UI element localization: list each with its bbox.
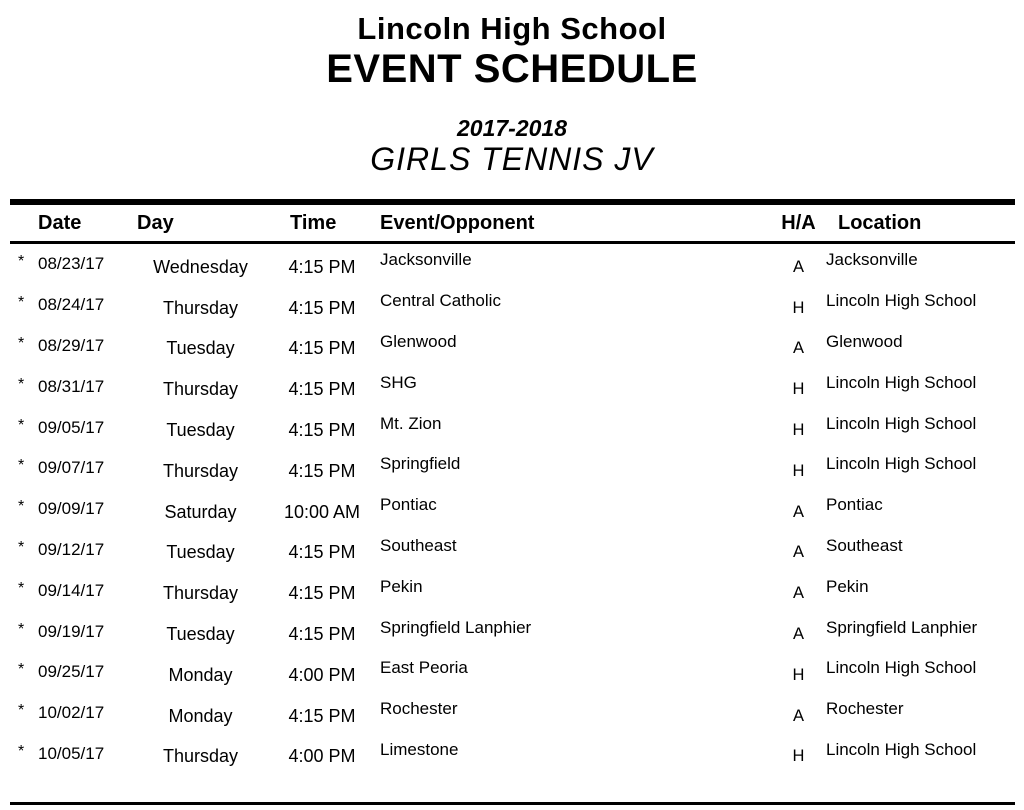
day-cell: Tuesday xyxy=(166,624,235,645)
day-cell: Monday xyxy=(168,705,233,726)
home-away-cell: H xyxy=(792,298,805,317)
day-cell: Tuesday xyxy=(166,338,235,359)
event-cell: Springfield xyxy=(380,454,461,474)
date-cell: 08/24/17 xyxy=(38,295,105,315)
column-header-location: Location xyxy=(838,211,922,234)
day-cell: Thursday xyxy=(162,746,239,767)
location-cell: Springfield Lanphier xyxy=(826,617,978,637)
event-cell: Pekin xyxy=(380,576,423,596)
time-cell: 4:00 PM xyxy=(288,746,356,767)
date-cell: 10/05/17 xyxy=(38,743,105,763)
home-away-cell: H xyxy=(792,421,805,440)
schedule-row xyxy=(10,611,1015,652)
time-cell: 4:15 PM xyxy=(288,624,356,645)
date-cell: 10/02/17 xyxy=(38,703,105,723)
time-cell: 4:15 PM xyxy=(288,379,356,400)
event-cell: East Peoria xyxy=(380,658,468,678)
home-away-cell: A xyxy=(792,625,804,644)
schedule-row xyxy=(10,570,1015,611)
location-cell: Lincoln High School xyxy=(826,372,977,392)
asterisk-marker: * xyxy=(18,702,25,720)
home-away-cell: A xyxy=(792,706,804,725)
location-cell: Southeast xyxy=(826,535,903,555)
title-block xyxy=(0,10,1024,176)
home-away-cell: A xyxy=(792,584,804,603)
time-cell: 4:15 PM xyxy=(288,583,356,604)
asterisk-marker: * xyxy=(18,742,25,760)
time-cell: 4:15 PM xyxy=(288,256,356,277)
team-label: GIRLS TENNIS JV xyxy=(370,141,654,177)
table-header-row xyxy=(10,205,1015,241)
location-cell: Pontiac xyxy=(826,495,883,515)
event-cell: Springfield Lanphier xyxy=(380,617,532,637)
home-away-cell: A xyxy=(792,502,804,521)
column-header-day: Day xyxy=(137,211,174,234)
date-cell: 09/09/17 xyxy=(38,499,105,519)
column-header-date: Date xyxy=(38,211,82,234)
location-cell: Lincoln High School xyxy=(826,454,977,474)
event-cell: Limestone xyxy=(380,739,459,759)
home-away-cell: A xyxy=(792,339,804,358)
column-header-ha: H/A xyxy=(781,211,816,234)
asterisk-marker: * xyxy=(18,661,25,679)
schedule-row xyxy=(10,326,1015,367)
date-cell: 09/12/17 xyxy=(38,539,105,559)
day-cell: Saturday xyxy=(164,501,237,522)
schedule-row xyxy=(10,530,1015,571)
time-cell: 4:15 PM xyxy=(288,705,356,726)
schedule-row xyxy=(10,734,1015,775)
time-cell: 10:00 AM xyxy=(283,501,361,522)
location-cell: Rochester xyxy=(826,699,904,719)
schedule-row xyxy=(10,489,1015,530)
date-cell: 08/31/17 xyxy=(38,376,105,396)
location-cell: Lincoln High School xyxy=(826,413,977,433)
event-cell: SHG xyxy=(380,372,417,392)
home-away-cell: H xyxy=(792,665,805,684)
schedule-row xyxy=(10,693,1015,734)
asterisk-marker: * xyxy=(18,579,25,597)
location-cell: Lincoln High School xyxy=(826,658,977,678)
asterisk-marker: * xyxy=(18,498,25,516)
time-cell: 4:00 PM xyxy=(288,664,356,685)
schedule-rows xyxy=(10,244,1015,774)
location-cell: Glenwood xyxy=(826,331,903,351)
asterisk-marker: * xyxy=(18,457,25,475)
table-bottom-rule xyxy=(10,802,1015,805)
day-cell: Tuesday xyxy=(166,420,235,441)
event-cell: Rochester xyxy=(380,699,458,719)
location-cell: Lincoln High School xyxy=(826,291,977,311)
schedule-row xyxy=(10,448,1015,489)
time-cell: 4:15 PM xyxy=(288,460,356,481)
asterisk-marker: * xyxy=(18,294,25,312)
date-cell: 08/29/17 xyxy=(38,335,105,355)
asterisk-marker: * xyxy=(18,416,25,434)
asterisk-marker: * xyxy=(18,375,25,393)
event-cell: Mt. Zion xyxy=(380,413,442,433)
season-label: 2017-2018 xyxy=(457,115,567,141)
schedule-row xyxy=(10,285,1015,326)
document-title: EVENT SCHEDULE xyxy=(326,47,698,91)
location-cell: Lincoln High School xyxy=(826,739,977,759)
asterisk-marker: * xyxy=(18,253,25,271)
date-cell: 09/25/17 xyxy=(38,662,105,682)
home-away-cell: H xyxy=(792,380,805,399)
day-cell: Thursday xyxy=(162,379,239,400)
day-cell: Thursday xyxy=(162,297,239,318)
day-cell: Thursday xyxy=(162,583,239,604)
home-away-cell: H xyxy=(792,461,805,480)
location-cell: Pekin xyxy=(826,576,869,596)
time-cell: 4:15 PM xyxy=(288,542,356,563)
schedule-row xyxy=(10,652,1015,693)
time-cell: 4:15 PM xyxy=(288,297,356,318)
date-cell: 08/23/17 xyxy=(38,254,105,274)
day-cell: Tuesday xyxy=(166,542,235,563)
schedule-row xyxy=(10,244,1015,285)
asterisk-marker: * xyxy=(18,334,25,352)
day-cell: Thursday xyxy=(162,460,239,481)
schedule-row xyxy=(10,407,1015,448)
asterisk-marker: * xyxy=(18,620,25,638)
time-cell: 4:15 PM xyxy=(288,338,356,359)
home-away-cell: A xyxy=(792,543,804,562)
asterisk-marker: * xyxy=(18,538,25,556)
date-cell: 09/05/17 xyxy=(38,417,105,437)
day-cell: Wednesday xyxy=(153,256,248,277)
column-header-event: Event/Opponent xyxy=(380,211,535,234)
school-name: Lincoln High School xyxy=(357,11,667,46)
event-cell: Southeast xyxy=(380,535,457,555)
location-cell: Jacksonville xyxy=(826,250,918,270)
home-away-cell: A xyxy=(792,257,804,276)
time-cell: 4:15 PM xyxy=(288,420,356,441)
home-away-cell: H xyxy=(792,747,805,766)
event-cell: Glenwood xyxy=(380,331,457,351)
column-header-time: Time xyxy=(290,211,337,234)
date-cell: 09/07/17 xyxy=(38,458,105,478)
schedule-table xyxy=(10,199,1015,774)
event-cell: Central Catholic xyxy=(380,291,501,311)
schedule-row xyxy=(10,366,1015,407)
event-cell: Pontiac xyxy=(380,495,437,515)
day-cell: Monday xyxy=(168,664,233,685)
date-cell: 09/19/17 xyxy=(38,621,105,641)
date-cell: 09/14/17 xyxy=(38,580,105,600)
event-cell: Jacksonville xyxy=(380,250,472,270)
event-schedule-document xyxy=(0,10,1024,810)
